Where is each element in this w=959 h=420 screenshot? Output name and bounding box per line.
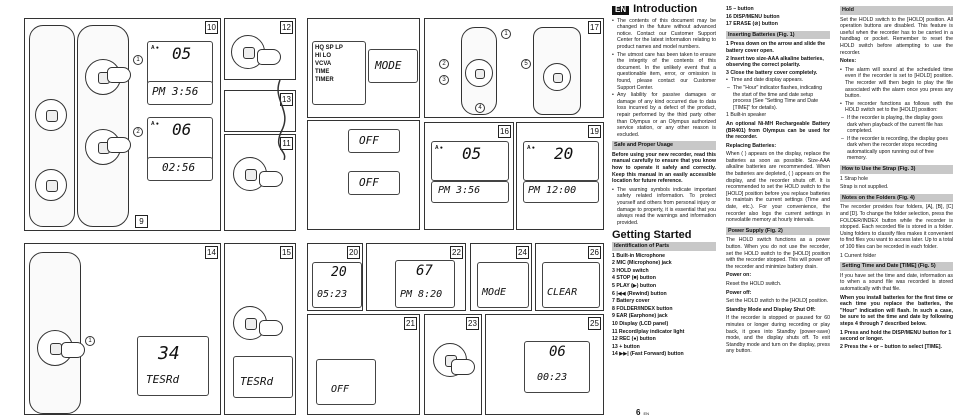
step-item: 1 Press and hold the DISP/MENU button for 1 second or longer. — [840, 329, 952, 343]
figure-panel-9-10 — [24, 18, 221, 231]
panel-number: 21 — [404, 317, 417, 330]
part-item: 6 |◀◀ (Rewind) button — [612, 290, 667, 297]
figure-panel-15 — [224, 243, 296, 415]
subheading: Power off: — [726, 289, 752, 296]
figure-panel-23 — [424, 314, 482, 415]
control-pad — [35, 169, 67, 201]
step-bullet: • Time and date display appears. — [726, 77, 830, 84]
lcd-display: A ● 05 — [147, 41, 213, 85]
part-item: 14 ▶▶| (Fast Forward) button — [612, 351, 684, 358]
section-heading: Inserting Batteries (Fig. 1) — [726, 31, 830, 40]
lcd-display — [542, 262, 600, 308]
text-column-2 — [726, 6, 830, 357]
part-item: 1 Built-in Microphone — [612, 252, 666, 259]
section-heading: Safe and Proper Usage — [612, 141, 716, 150]
hold-dash: – If the recorder is recording, the display goes dark when the recorder stops recording automatically upon running out of free memory. — [840, 136, 953, 162]
lcd-value: 20 — [554, 144, 574, 163]
part-item: 13 + button — [612, 343, 640, 350]
lcd-display — [368, 49, 418, 83]
hold-dash: – If the recorder is playing, the display goes dark when playback of the current file has completed. — [840, 115, 953, 135]
recorder-device — [77, 25, 129, 227]
callout-1: 1 — [85, 336, 95, 346]
lcd-display — [477, 262, 529, 308]
figure-panel-12 — [224, 18, 296, 80]
time-note: When you install batteries for the first time or each time you replace the batteries, the "Hour" indication will flash. In such a case, be sure to set the time and date by following steps 4 through 7 described below. — [840, 294, 953, 327]
safe-usage-text: Before using your new recorder, read this manual carefully to ensure that you know how to operate it safely and correctly. Keep this manual in an easily accessible location for future reference. — [612, 151, 716, 185]
section-heading: Hold — [840, 6, 953, 15]
figure-panel-22 — [366, 243, 466, 311]
figure-panel-20 — [307, 243, 363, 311]
panel-number: 25 — [588, 317, 601, 330]
figure-panel-16 — [424, 122, 514, 230]
intro-bullet: • The contents of this document may be changed in the future without advanced notice. Contact our Customer Support Center for the latest information relating to product names and model numbers. — [612, 18, 716, 51]
panel-number: 11 — [280, 137, 293, 150]
page-number: 6 EN — [636, 408, 650, 417]
finger-icon — [257, 49, 281, 65]
replacing-text: When ( ) appears on the display, replace the batteries as soon as possible. Size-AAA alkaline batteries are recommended. When the batteries are depleted, ( ) appears on the display, and the recorder shuts off. It is recommended to set the HOLD switch to the [HOLD] position before you replace batteries to maintain the current settings (Time and date, etc.). For your convenience, the recorder also logs the current settings in nonvolatile memory at hourly intervals. — [726, 151, 830, 224]
time-text: If you have set the time and date, information as to when a sound file was recorded is stored automatically with that file. — [840, 272, 953, 292]
lcd-display — [137, 336, 209, 396]
figure-panel-21 — [307, 314, 420, 415]
lcd-value: PM 8:20 — [400, 289, 443, 300]
part-item: 15 – button — [726, 6, 754, 12]
finger-icon — [107, 67, 131, 83]
page-title: Introduction — [633, 3, 698, 15]
earphone-cable-icon — [270, 80, 300, 160]
figure-panel-17 — [307, 18, 420, 118]
part-item: 5 PLAY (▶) button — [612, 282, 657, 289]
strap-note: Strap is not supplied. — [840, 184, 889, 191]
hold-text: Set the HOLD switch to the [HOLD] position. All operation buttons are disabled. This feature is useful when the recorder has to be carried in a handbag or pocket. Remember to reset the HOLD switch before attempting to use the recorder. — [840, 16, 953, 56]
part-item: 17 ERASE (⊘) button — [726, 21, 778, 28]
callout-caption: 1 Built-in speaker — [726, 112, 767, 119]
part-item: 9 EAR (Earphone) jack — [612, 313, 668, 320]
lcd-value: 06 — [172, 120, 192, 139]
control-pad — [35, 99, 67, 131]
lcd-value: 06 — [549, 344, 566, 360]
figure-panel-26 — [535, 243, 604, 311]
panel-number: 26 — [588, 246, 601, 259]
folders-text: The recorder provides four folders, [A], [B], [C] and [D]. To change the folder selection, press the FOLDER/INDEX button while the recorder is stopped. Each recorded file is stored in a folder. Using folders to classify files makes it convenient to find files you want to access later. Up to a total of 100 files can be recorded in each folder. — [840, 204, 953, 250]
lcd-value: 05 — [462, 144, 482, 163]
lcd-value: 02:56 — [162, 161, 196, 174]
hold-bullet: • The recorder functions as follows with the HOLD switch set to the [HOLD] position: — [840, 101, 953, 114]
figure-panel-25 — [485, 314, 604, 415]
subheading: Power on: — [726, 272, 752, 279]
section-title: Getting Started — [612, 229, 692, 242]
step-bullet: – The "Hour" indicator flashes, indicating the start of the time and date setup process (See "Setting Time and Date [TIME]" for details). — [726, 85, 830, 111]
language-badge: EN — [612, 6, 629, 15]
lcd-value: OFF — [331, 384, 350, 395]
figure-panel-off — [307, 120, 420, 230]
panel-number: 17 — [588, 21, 601, 34]
callout-4: 4 — [475, 103, 485, 113]
part-item: 8 FOLDER/INDEX button — [612, 305, 673, 312]
section-heading: Notes on the Folders (Fig. 4) — [840, 194, 953, 203]
panel-number: 19 — [588, 125, 601, 138]
panel-number: 22 — [450, 246, 463, 259]
part-item: 2 MIC (Microphone) jack — [612, 260, 672, 267]
figure-panel-24 — [470, 243, 532, 311]
lcd-display — [348, 129, 400, 153]
panel-number: 24 — [516, 246, 529, 259]
power-text: The HOLD switch functions as a power button. When you do not use the recorder, set the HOLD switch to the [HOLD] position with the recorder stopped. This will power off the recorder and minimize battery drain. — [726, 237, 830, 270]
part-item: 7 Battery cover — [612, 298, 650, 305]
lcd-value: OFF — [359, 134, 379, 147]
safe-usage-bullet: • The warning symbols indicate important safety related information. To protect yourself and others from personal injury or damage to property, it is essential that you always read the warnings and information provided. — [612, 187, 716, 227]
lcd-display — [348, 171, 400, 195]
lcd-display — [233, 356, 293, 398]
standby-text: If the recorder is stopped or paused for 60 minutes or longer during recording or play back, it goes into Standby (power-save) mode, and the display shuts off. To exit Standby mode and turn on the display, press any button. — [726, 315, 830, 355]
step-item: 1 Press down on the arrow and slide the battery cover open. — [726, 41, 826, 54]
power-off-text: Set the HOLD switch to the [HOLD] position. — [726, 298, 829, 305]
panel-number: 9 — [135, 215, 148, 228]
lcd-display — [147, 81, 213, 105]
lcd-value: 05:23 — [317, 289, 348, 300]
callout-caption: 1 Strap hole — [840, 175, 868, 182]
lcd-display — [316, 359, 376, 405]
figure-panel-14 — [24, 243, 221, 415]
panel-number: 23 — [466, 317, 479, 330]
panel-number: 12 — [280, 21, 293, 34]
callout-2: 2 — [439, 59, 449, 69]
lcd-display: A ● 20 — [523, 141, 599, 181]
text-column-1 — [612, 3, 716, 359]
callout-1: 1 — [133, 55, 143, 65]
finger-icon — [61, 342, 85, 358]
intro-bullet: • The utmost care has been taken to ensure the integrity of the contents of this document. In the unlikely event that a questionable item, error, or omission is found, please contact our Customer Support Center. — [612, 52, 716, 92]
power-on-text: Reset the HOLD switch. — [726, 280, 782, 287]
panel-number: 15 — [280, 246, 293, 259]
lcd-value: 05 — [172, 44, 192, 63]
step-item: 2 Press the + or – button to select [TIME]. — [840, 343, 942, 350]
lcd-value: CLEAR — [547, 287, 578, 298]
lcd-value: PM 3:56 — [152, 85, 199, 98]
subheading: Notes: — [840, 58, 857, 65]
lcd-value: PM 12:00 — [528, 185, 577, 196]
lcd-display — [431, 181, 509, 203]
section-heading: Setting Time and Date [TIME] (Fig. 5) — [840, 262, 953, 271]
lcd-value: PM 3:56 — [438, 185, 481, 196]
lcd-display: A ● 06 — [147, 117, 213, 161]
panel-number: 10 — [205, 21, 218, 34]
finger-icon — [259, 171, 283, 187]
lcd-value: 00:23 — [537, 372, 568, 383]
intro-bullet: • Any liability for passive damages or damage of any kind occurred due to data loss incurred by a defect of the product, repair performed by the third party other than Olympus or an Olympus authorized service station, or any other reason is excluded. — [612, 92, 716, 138]
lcd-display — [312, 262, 362, 308]
lcd-value: 20 — [331, 265, 347, 280]
lcd-value: MODE — [375, 59, 402, 72]
panel-number: 16 — [498, 125, 511, 138]
part-item: 11 Record/play indicator light — [612, 328, 685, 335]
lcd-value: 34 — [158, 343, 180, 364]
part-item: 4 STOP (■) button — [612, 275, 656, 282]
step-item: 2 Insert two size-AAA alkaline batteries, observing the correct polarity. — [726, 55, 824, 69]
lcd-display: A ● 05 — [431, 141, 509, 181]
panel-number: 14 — [205, 246, 218, 259]
part-item: 16 DISP/MENU button — [726, 13, 780, 20]
panel-number: 20 — [347, 246, 360, 259]
subheading: Standby Mode and Display Shut Off: — [726, 306, 816, 313]
figure-panel-19 — [516, 122, 604, 230]
control-pad — [465, 59, 493, 87]
hold-bullet: • The alarm will sound at the scheduled time even if the recorder is set to [HOLD] position. The recorder will then begin to play the file associated with the alarm once you press any button. — [840, 67, 953, 100]
lcd-value: MOdE — [482, 287, 507, 298]
part-item: 12 REC (●) button — [612, 336, 656, 343]
lcd-display — [147, 157, 213, 181]
finger-icon — [259, 320, 283, 336]
lcd-value: 67 — [416, 263, 433, 279]
panel-number: 13 — [280, 93, 293, 106]
lcd-value: TESRd — [146, 373, 180, 386]
finger-icon — [451, 359, 475, 375]
step-item: 3 Close the battery cover completely. — [726, 69, 818, 76]
callout-3: 3 — [439, 75, 449, 85]
control-pad — [543, 63, 571, 91]
callout-caption: 1 Current folder — [840, 252, 877, 259]
lcd-display — [524, 341, 590, 393]
callout-5: 5 — [521, 59, 531, 69]
section-heading: Identification of Parts — [612, 242, 716, 251]
section-heading: How to Use the Strap (Fig. 3) — [840, 165, 953, 174]
lcd-display — [395, 260, 455, 308]
lcd-value: TESRd — [240, 375, 274, 388]
finger-icon — [107, 137, 131, 153]
callout-2: 2 — [133, 127, 143, 137]
figure-panel-1 — [424, 18, 604, 118]
part-item: 10 Display (LCD panel) — [612, 320, 669, 327]
lcd-display — [523, 181, 599, 203]
lcd-value: OFF — [359, 176, 379, 189]
part-item: 3 HOLD switch — [612, 267, 649, 274]
text-column-3 — [840, 6, 953, 351]
lcd-menu-display: HQ SP LP HI LO VCVA TIME TIMER — [312, 41, 366, 105]
nimh-note: An optional Ni-MH Rechargeable Battery (BR401) from Olympus can be used for the recorder. — [726, 120, 830, 141]
callout-1: 1 — [501, 29, 511, 39]
section-heading: Power Supply (Fig. 2) — [726, 227, 830, 236]
subheading: Replacing Batteries: — [726, 142, 777, 149]
